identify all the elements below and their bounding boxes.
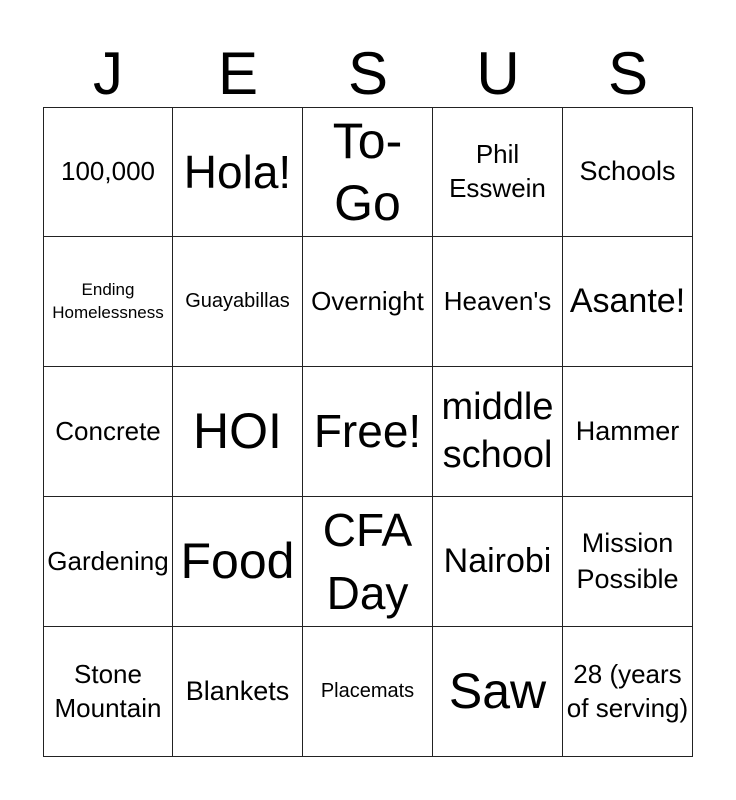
bingo-cell-r4c3[interactable]	[303, 497, 433, 627]
cell-label: Ending Homelessness	[52, 279, 164, 322]
bingo-cell-r1c2[interactable]	[173, 107, 303, 237]
cell-label: Phil Esswein	[449, 139, 546, 203]
bingo-header	[43, 40, 693, 108]
header-letter-s2: S	[607, 40, 649, 107]
bingo-cell-r1c3[interactable]	[303, 107, 433, 237]
bingo-cell-r3c1[interactable]	[43, 367, 173, 497]
cell-label: Concrete	[55, 415, 161, 446]
cell-label: Food	[180, 533, 295, 590]
cell-label: 100,000	[61, 156, 155, 187]
bingo-cell-r3c5[interactable]	[563, 367, 693, 497]
cell-label: 28 (years of serving)	[566, 658, 689, 723]
cell-label: middle school	[441, 386, 554, 476]
cell-label: Blankets	[185, 675, 290, 706]
bingo-cell-r4c1[interactable]	[43, 497, 173, 627]
cell-label: HOI	[193, 403, 282, 460]
cell-label: Hola!	[183, 145, 292, 198]
bingo-cell-r1c4[interactable]	[433, 107, 563, 237]
bingo-cell-r3c4[interactable]	[433, 367, 563, 497]
bingo-cell-r1c1[interactable]	[43, 107, 173, 237]
bingo-cell-r5c2[interactable]	[173, 627, 303, 757]
cell-label: Hammer	[575, 415, 680, 446]
bingo-cell-r4c2[interactable]	[173, 497, 303, 627]
bingo-cell-r2c4[interactable]	[433, 237, 563, 367]
bingo-cell-r2c2[interactable]	[173, 237, 303, 367]
cell-label: Schools	[579, 156, 676, 187]
bingo-cell-r5c1[interactable]	[43, 627, 173, 757]
cell-label: Saw	[448, 663, 547, 720]
cell-label: Overnight	[311, 285, 424, 316]
cell-label: CFA Day	[322, 504, 413, 619]
bingo-cell-r4c5[interactable]	[563, 497, 693, 627]
cell-label: Guayabillas	[185, 290, 290, 312]
bingo-cell-r2c3[interactable]	[303, 237, 433, 367]
bingo-cell-r3c3[interactable]	[303, 367, 433, 497]
header-letter-e: E	[217, 40, 259, 107]
bingo-cell-r1c5[interactable]	[563, 107, 693, 237]
bingo-cell-r3c2[interactable]	[173, 367, 303, 497]
bingo-cell-r5c5[interactable]	[563, 627, 693, 757]
bingo-cell-r5c3[interactable]	[303, 627, 433, 757]
cell-label: To-Go	[332, 112, 403, 231]
bingo-cell-r5c4[interactable]	[433, 627, 563, 757]
cell-label: Placemats	[320, 680, 415, 702]
cell-label: Free!	[313, 405, 422, 458]
bingo-board	[43, 107, 693, 757]
cell-label: Nairobi	[443, 542, 552, 581]
cell-label: Heaven's	[443, 285, 552, 316]
cell-label: Gardening	[47, 545, 169, 576]
bingo-cell-r2c1[interactable]	[43, 237, 173, 367]
bingo-cell-r4c4[interactable]	[433, 497, 563, 627]
header-letter-j: J	[93, 40, 123, 107]
cell-label: Stone Mountain	[54, 658, 162, 723]
bingo-cell-r2c5[interactable]	[563, 237, 693, 367]
cell-label: Asante!	[569, 282, 686, 321]
header-letter-u: U	[476, 40, 520, 107]
cell-label: Mission Possible	[576, 528, 679, 594]
header-letter-s: S	[347, 40, 389, 107]
